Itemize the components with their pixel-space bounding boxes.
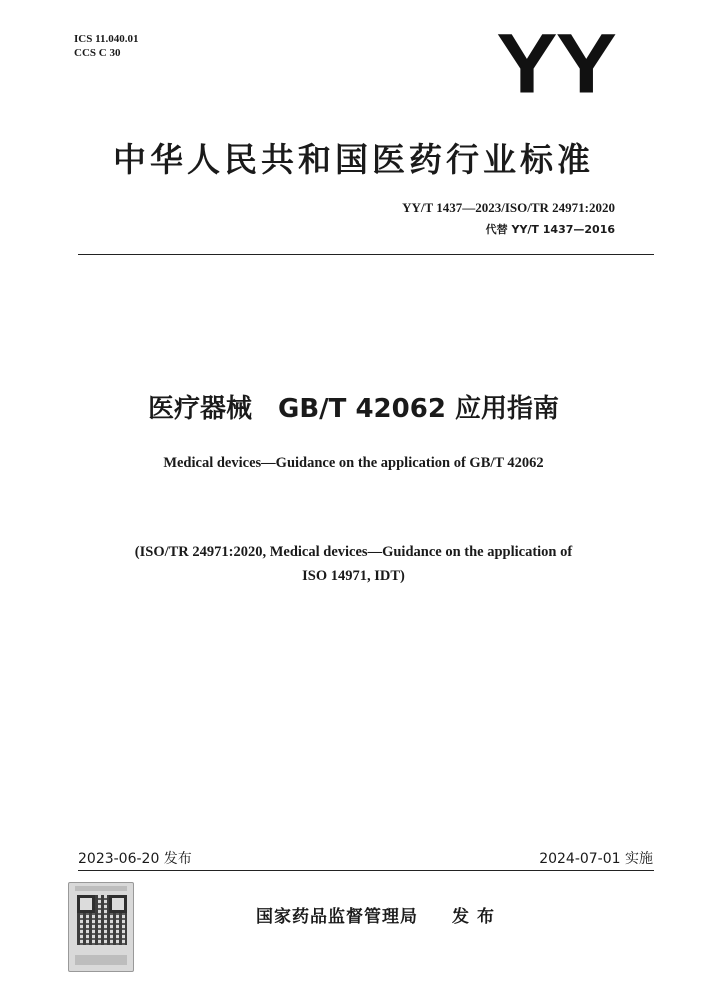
standard-number: YY/T 1437—2023/ISO/TR 24971:2020 xyxy=(402,200,615,215)
title-english: Medical devices—Guidance on the application of GB/T 42062 xyxy=(163,455,544,471)
publish-label: 发布 xyxy=(452,907,502,927)
ccs-code: CCS C 30 xyxy=(74,47,121,59)
qr-sticker-icon xyxy=(68,882,134,972)
idt-line-1: (ISO/TR 24971:2020, Medical devices—Guidance on the application of xyxy=(134,544,573,560)
org-title: 中华人民共和国医药行业标准 xyxy=(113,140,594,179)
top-divider xyxy=(78,254,654,255)
implementation-date: 2024-07-01 实施 xyxy=(539,851,653,867)
ics-code: ICS 11.040.01 xyxy=(74,33,139,45)
classification-codes xyxy=(74,32,139,60)
qr-code-icon xyxy=(77,895,127,945)
title-chinese: 医疗器械 GB/T 42062 应用指南 xyxy=(148,394,559,424)
issue-date: 2023-06-20 发布 xyxy=(78,851,192,867)
sticker-footer-strip xyxy=(75,955,127,965)
publisher-name: 国家药品监督管理局 xyxy=(256,907,418,927)
replaces-note: 代替 YY/T 1437—2016 xyxy=(485,223,615,236)
bottom-divider xyxy=(78,870,654,871)
sticker-header-strip xyxy=(75,886,127,891)
standard-logo: YY xyxy=(496,17,615,111)
idt-line-2: ISO 14971, IDT) xyxy=(302,568,405,584)
identical-adoption-note xyxy=(0,540,707,588)
